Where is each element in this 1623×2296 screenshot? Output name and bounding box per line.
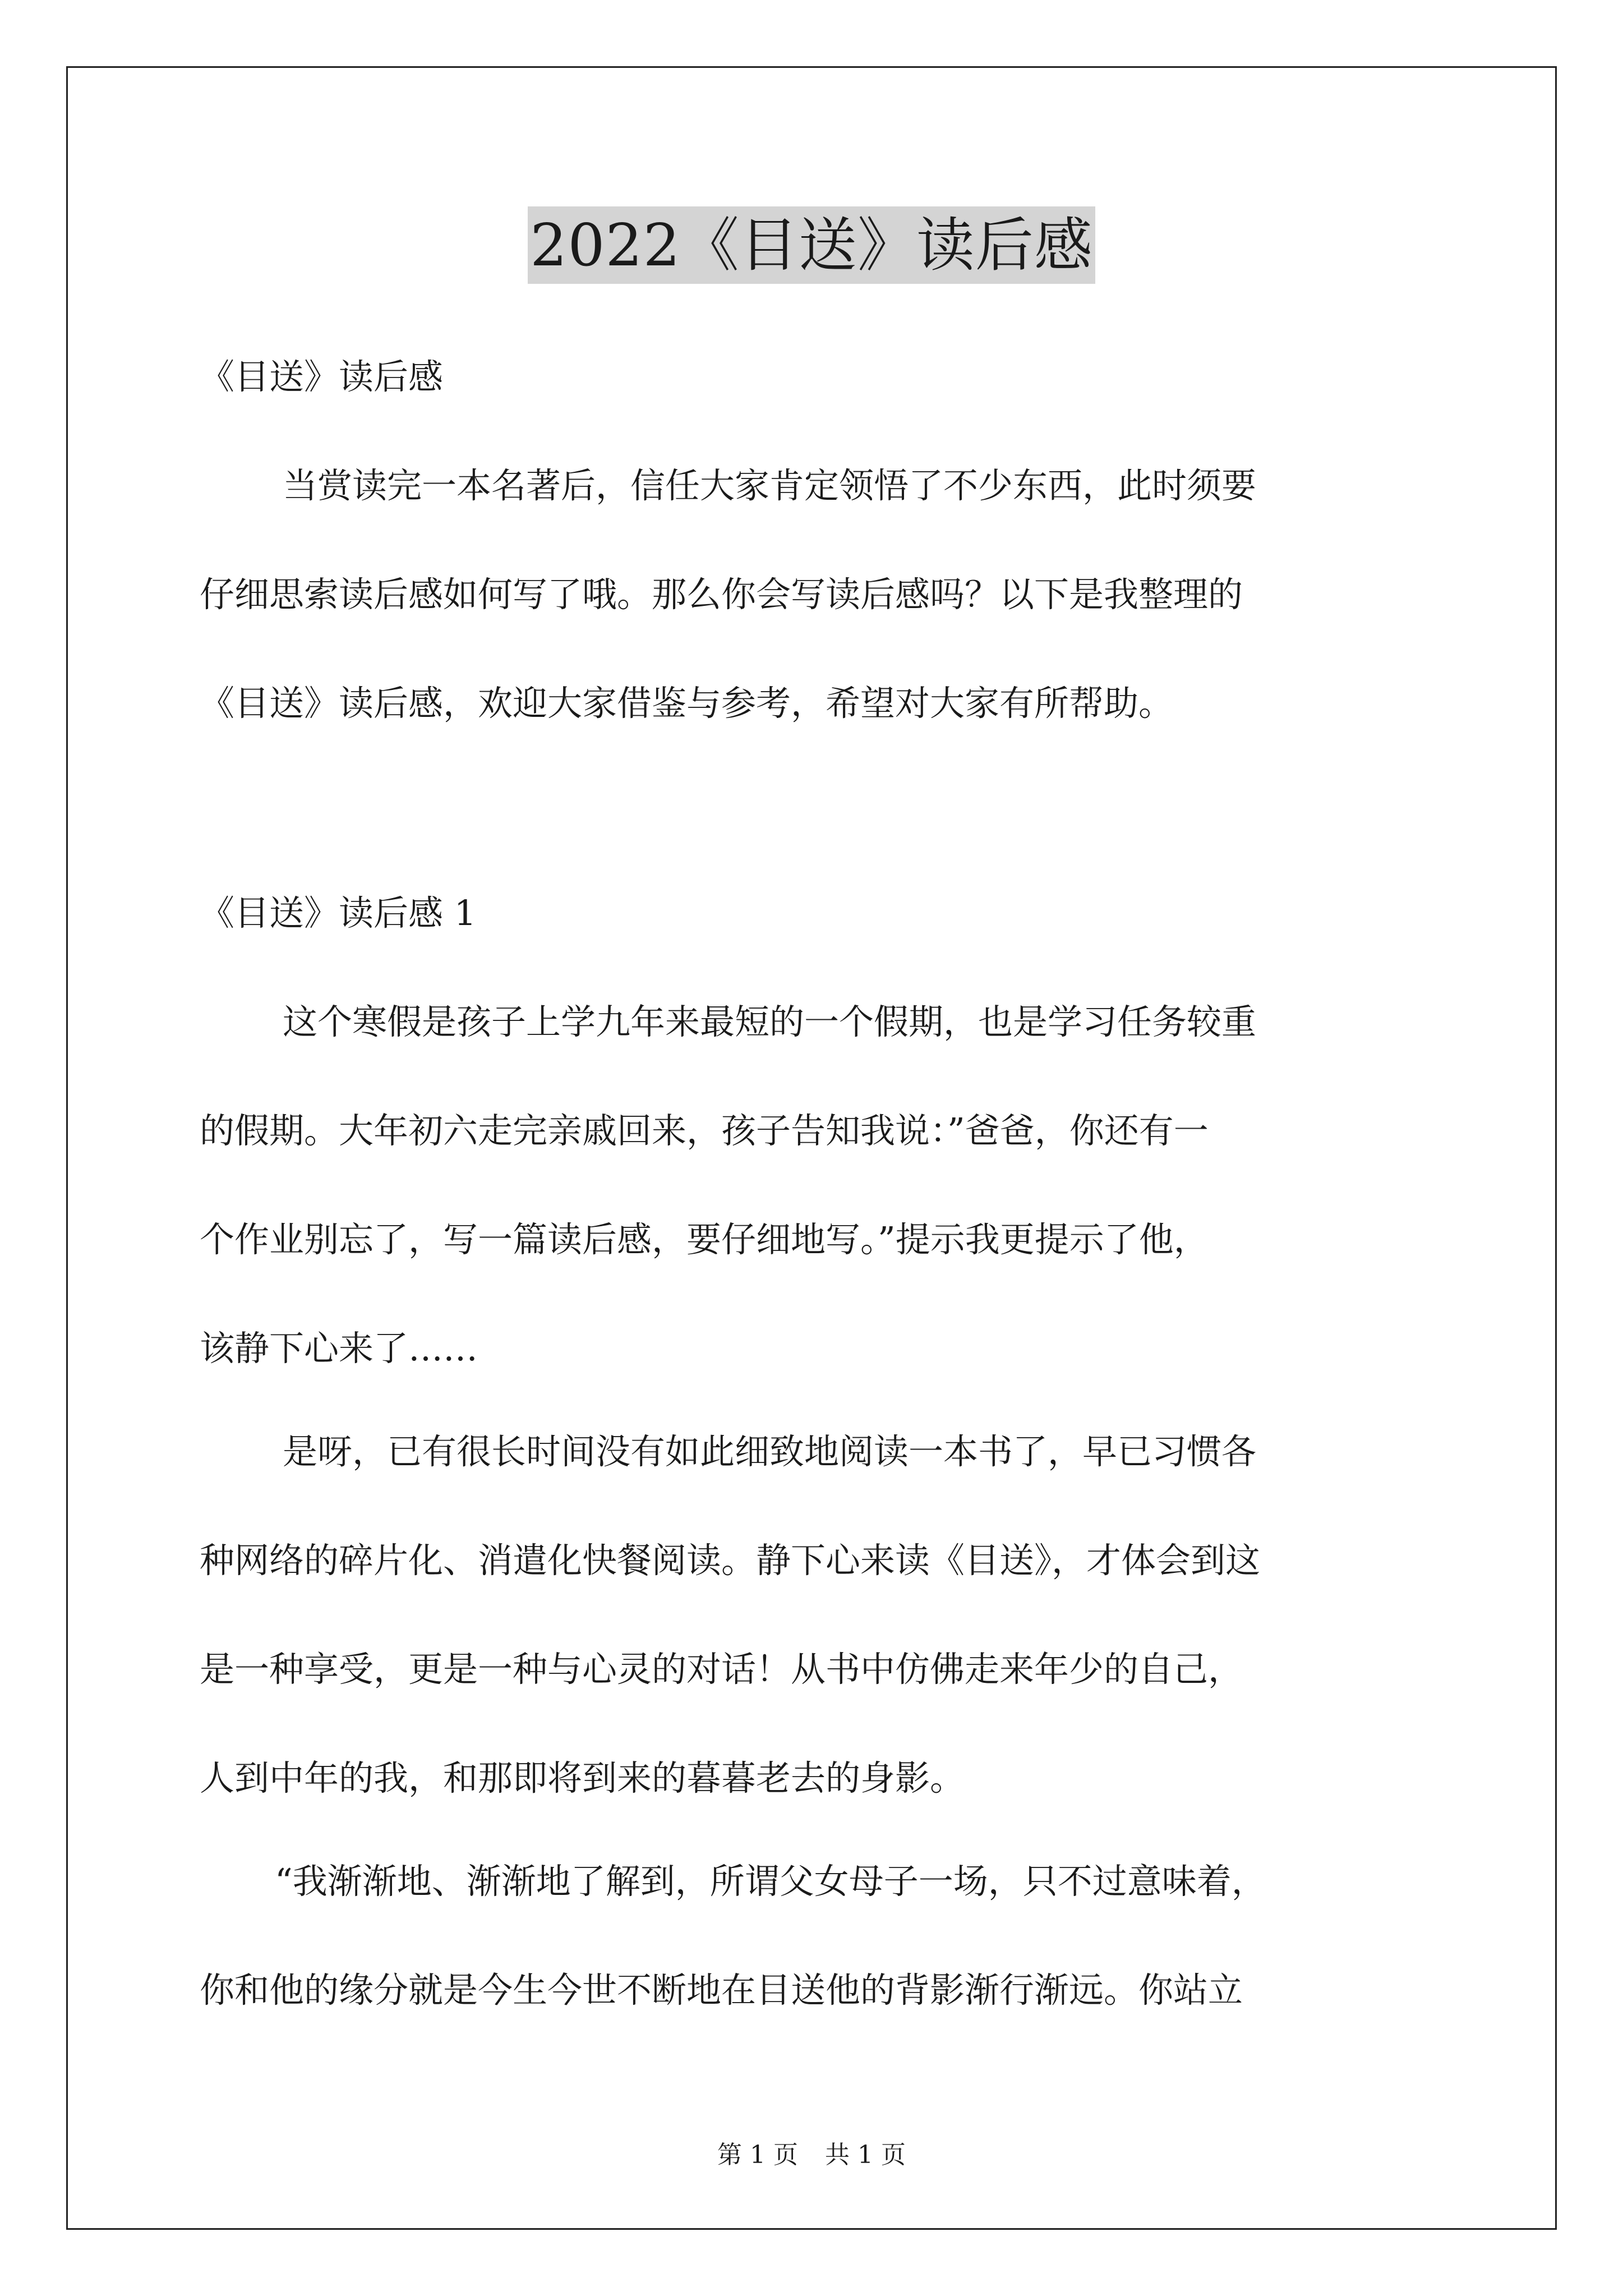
title-container [0,206,1623,284]
paragraph-line: 当赏读完一本名著后，信任大家肯定领悟了不少东西，此时须要 [283,465,1257,506]
paragraph-line: “我渐渐地、渐渐地了解到，所谓父女母子一场，只不过意味着， [275,1861,1266,1902]
paragraph-line: 这个寒假是孩子上学九年来最短的一个假期，也是学习任务较重 [283,1001,1257,1042]
paragraph-line: 《目送》读后感，欢迎大家借鉴与参考，希望对大家有所帮助。 [200,683,1174,724]
paragraph-line: 种网络的碎片化、消遣化快餐阅读。静下心来读《目送》，才体会到这 [200,1540,1261,1581]
paragraph-line: 个作业别忘了，写一篇读后感，要仔细地写。”提示我更提示了他， [200,1219,1209,1260]
paragraph-line: 你和他的缘分就是今生今世不断地在目送他的背影渐行渐远。你站立 [200,1970,1243,2010]
page-footer [0,2138,1623,2172]
paragraph-line: 是呀，已有很长时间没有如此细致地阅读一本书了，早已习惯各 [283,1431,1257,1472]
section-heading: 《目送》读后感 1 [200,892,477,933]
paragraph-line: 的假期。大年初六走完亲戚回来，孩子告知我说：”爸爸，你还有一 [200,1110,1209,1151]
document-title: 2022《目送》读后感 [528,206,1095,284]
section-heading: 《目送》读后感 [200,356,444,397]
page-number-total: 共 1 页 [825,2141,906,2169]
paragraph-line: 仔细思索读后感如何写了哦。那么你会写读后感吗？以下是我整理的 [200,574,1243,615]
page-number-current: 第 1 页 [717,2141,798,2169]
paragraph-line: 是一种享受，更是一种与心灵的对话！从书中仿佛走来年少的自己， [200,1649,1243,1690]
paragraph-line: 人到中年的我，和那即将到来的暮暮老去的身影。 [200,1757,965,1798]
paragraph-line: 该静下心来了…… [200,1328,478,1369]
